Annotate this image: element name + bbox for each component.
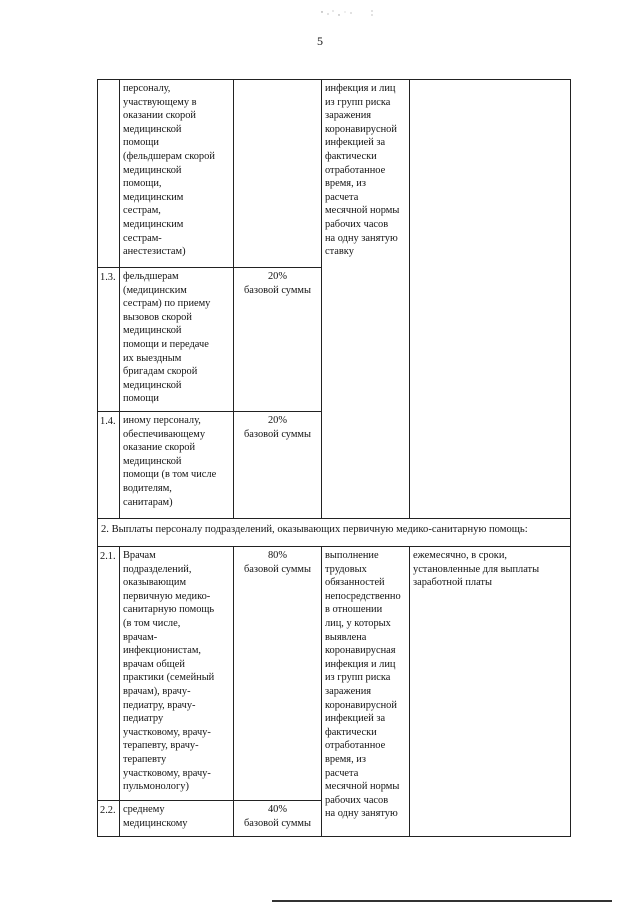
recipient-cell: Врачам подразделений, оказывающим первичную медико- санитарную помощь (в том числе, врачам- инфекционистам, врачам общей практики (семейный врачам), врачу- педиатру, врачу- педиатру участковому, врачу- терапевту, врачу- терапевту участковому, врачу- пульмонологу) xyxy=(120,547,234,801)
amount-cell: 40% базовой суммы xyxy=(234,801,322,837)
section-heading-row xyxy=(98,519,571,547)
row-number-cell: 1.3. xyxy=(98,268,120,412)
table-row xyxy=(98,80,571,268)
timing-cell xyxy=(410,80,571,519)
amount-cell: 20% базовой суммы xyxy=(234,412,322,519)
scan-specks xyxy=(318,6,378,16)
amount-cell: 20% базовой суммы xyxy=(234,268,322,412)
recipient-cell: среднему медицинскому xyxy=(120,801,234,837)
page-number: 5 xyxy=(317,34,323,48)
condition-cell: выполнение трудовых обязанностей непосредственно в отношении лиц, у которых выявлена коронавирусная инфекция и лиц из групп риска заражения коронавирусной инфекцией за фактически отработанное время, из расчета месячной нормы рабочих часов на одну занятую xyxy=(322,547,410,837)
bottom-scan-line xyxy=(272,900,612,902)
row-number-cell: 1.4. xyxy=(98,412,120,519)
condition-cell: инфекция и лиц из групп риска заражения коронавирусной инфекцией за фактически отработанное время, из расчета месячной нормы рабочих часов на одну занятую ставку xyxy=(322,80,410,519)
row-number-cell: 2.2. xyxy=(98,801,120,837)
amount-cell: 80% базовой суммы xyxy=(234,547,322,801)
amount-cell xyxy=(234,80,322,268)
recipient-cell: персоналу, участвующему в оказании скорой медицинской помощи (фельдшерам скорой медицинской помощи, медицинским сестрам, медицинским сестрам- анестезистам) xyxy=(120,80,234,268)
recipient-cell: фельдшерам (медицинским сестрам) по приему вызовов скорой медицинской помощи и передаче их выездным бригадам скорой медицинской помощи xyxy=(120,268,234,412)
timing-cell: ежемесячно, в сроки, установленные для выплаты заработной платы xyxy=(410,547,571,837)
table-row xyxy=(98,547,571,801)
recipient-cell: иному персоналу, обеспечивающему оказание скорой медицинской помощи (в том числе водителям, санитарам) xyxy=(120,412,234,519)
payments-table xyxy=(97,79,571,837)
section-2-title: 2. Выплаты персоналу подразделений, оказывающих первичную медико-санитарную помощь: xyxy=(98,519,571,547)
row-number-cell xyxy=(98,80,120,268)
row-number-cell: 2.1. xyxy=(98,547,120,801)
